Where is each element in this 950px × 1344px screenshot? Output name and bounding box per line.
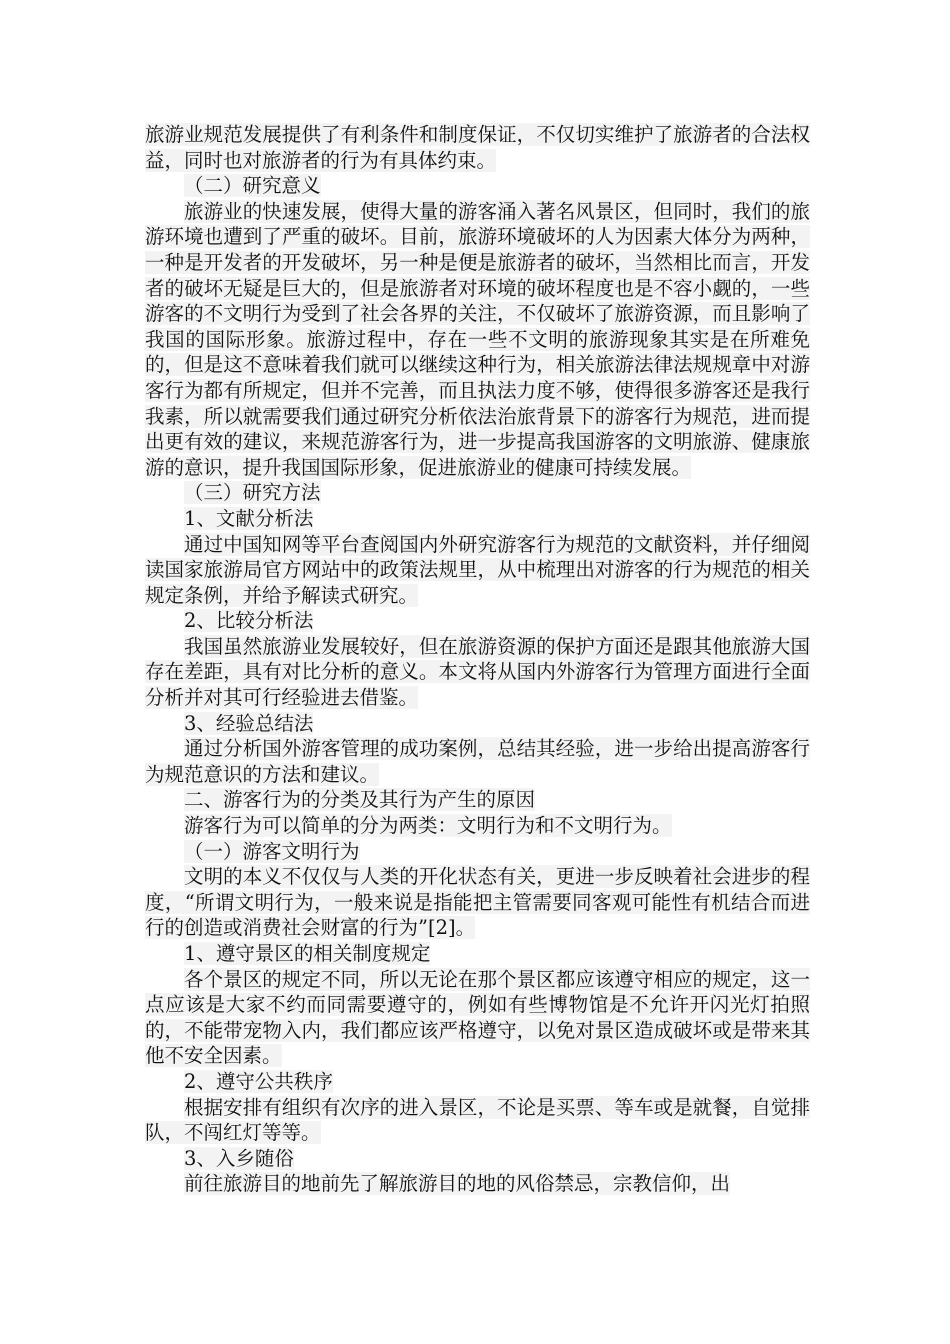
section-heading-research-methods: （三）研究方法 (184, 481, 321, 505)
paragraph: 根据安排有组织有次序的进入景区，不论是买票、等车或是就餐，自觉排队，不闯红灯等等。 (145, 1095, 810, 1145)
subheading-scenic-rules: 1、遵守景区的相关制度规定 (184, 942, 431, 965)
paragraph: 各个景区的规定不同，所以无论在那个景区都应该遵守相应的规定，这一点应该是大家不约而同需要遵守的，例如有些博物馆是不允许开闪光灯拍照的，不能带宠物入内，我们都应该严格遵守，以免对景区造成破坏或是带来其他不安全因素。 (145, 967, 810, 1068)
subheading-public-order: 2、遵守公共秩序 (184, 1069, 333, 1093)
subheading-local-customs: 3、入乡随俗 (184, 1146, 294, 1170)
paragraph: 游客行为可以简单的分为两类：文明行为和不文明行为。 (184, 814, 672, 838)
paragraph: 旅游业的快速发展，使得大量的游客涌入著名风景区，但同时，我们的旅游环境也遭到了严重的破坏。目前，旅游环境破坏的人为因素大体分为两种，一种是开发者的开发破坏，另一种是便是旅游者的破坏，当然相比而言，开发者的破坏无疑是巨大的，但是旅游者对环境的破坏程度也是不容小觑的，一些游客的不文明行为受到了社会各界的关注，不仅破坏了旅游资源，而且影响了我国的国际形象。旅游过程中，存在一些不文明的旅游现象其实是在所难免的，但是这不意味着我们就可以继续这种行为，相关旅游法律法规规章中对游客行为都有所规定，但并不完善，而且执法力度不够，使得很多游客还是我行我素，所以就需要我们通过研究分析依法治旅背景下的游客行为规范，进而提出更有效的建议，来规范游客行为，进一步提高我国游客的文明旅游、健康旅游的意识，提升我国国际形象，促进旅游业的健康可持续发展。 (145, 199, 810, 479)
subheading-literature-analysis: 1、文献分析法 (184, 506, 314, 530)
paragraph: 前往旅游目的地前先了解旅游目的地的风俗禁忌，宗教信仰，出 (184, 1172, 731, 1196)
paragraph: 文明的本义不仅仅与人类的开化状态有关，更进一步反映着社会进步的程度，“所谓文明行为，一般来说是指能把主管需要同客观可能性有机结合而进行的创造或消费社会财富的行为”[2]。 (145, 865, 810, 940)
section-heading-research-significance: （二）研究意义 (184, 174, 321, 198)
subheading-comparative-analysis: 2、比较分析法 (184, 609, 314, 633)
paragraph: 我国虽然旅游业发展较好，但在旅游资源的保护方面还是跟其他旅游大国存在差距，具有对比分析的意义。本文将从国内外游客行为管理方面进行全面分析并对其可行经验进去借鉴。 (145, 634, 810, 710)
subheading-experience-summary: 3、经验总结法 (184, 711, 314, 735)
paragraph: 通过中国知网等平台查阅国内外研究游客行为规范的文献资料，并仔细阅读国家旅游局官方网站中的政策法规里，从中梳理出对游客的行为规范的相关规定条例，并给予解读式研究。 (145, 532, 810, 607)
section-heading-civilized-behavior: （一）游客文明行为 (184, 839, 360, 863)
chapter-heading: 二、游客行为的分类及其行为产生的原因 (184, 788, 536, 812)
document-page (145, 122, 810, 1197)
paragraph-continuation: 旅游业规范发展提供了有利条件和制度保证，不仅切实维护了旅游者的合法权益，同时也对旅游者的行为有具体约束。 (145, 123, 810, 172)
paragraph: 通过分析国外游客管理的成功案例，总结其经验，进一步给出提高游客行为规范意识的方法和建议。 (145, 737, 810, 786)
